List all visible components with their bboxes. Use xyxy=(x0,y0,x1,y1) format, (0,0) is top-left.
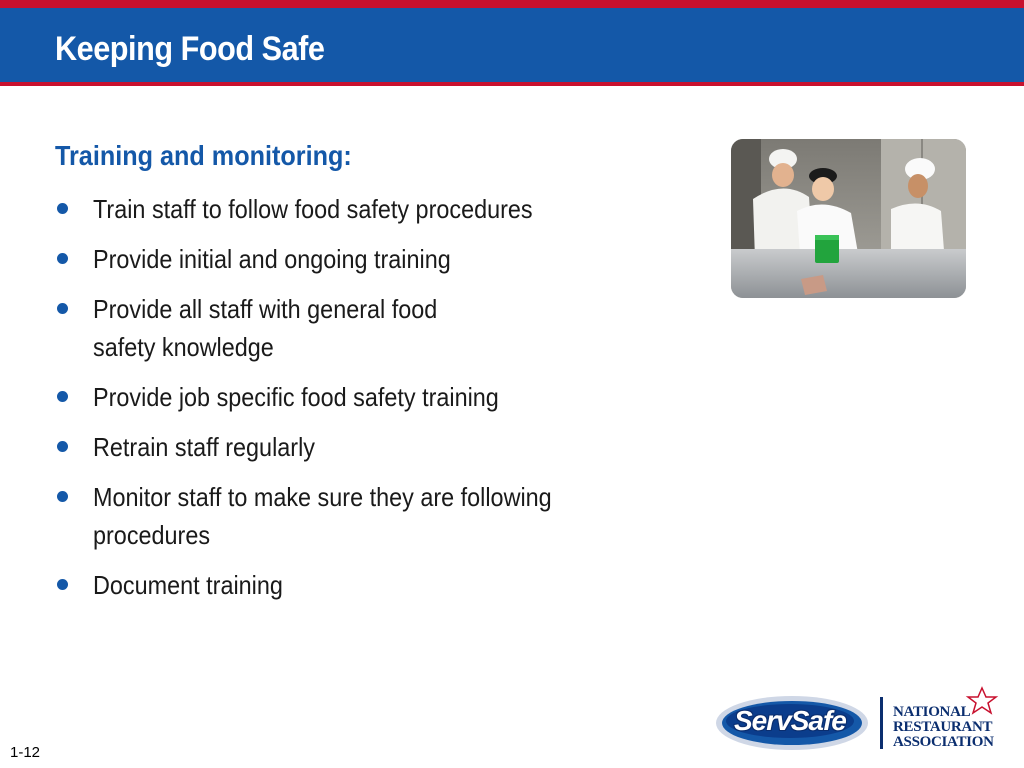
footer-logos xyxy=(712,685,1012,760)
bullet-text: Provide initial and ongoing training xyxy=(93,244,451,274)
bullet-dot-icon xyxy=(57,253,68,264)
bullet-text: Train staff to follow food safety procedures xyxy=(93,194,533,224)
bullet-text: Retrain staff regularly xyxy=(93,432,315,462)
servsafe-logo-text: ServSafe xyxy=(734,705,846,736)
nra-line-3: ASSOCIATION xyxy=(893,734,994,750)
bullet-item xyxy=(55,190,655,228)
nra-line-2: RESTAURANT xyxy=(893,719,993,735)
nra-line-1: NATIONAL xyxy=(893,704,971,720)
bullet-item xyxy=(55,428,655,466)
bullet-text: Monitor staff to make sure they are following xyxy=(93,482,552,512)
bullet-item xyxy=(55,378,655,416)
bullet-list xyxy=(55,190,655,616)
bullet-dot-icon xyxy=(57,441,68,452)
kitchen-staff-photo xyxy=(731,139,966,298)
bullet-dot-icon xyxy=(57,391,68,402)
bullet-dot-icon xyxy=(57,579,68,590)
bullet-text: Provide all staff with general food xyxy=(93,294,438,324)
photo-illustration xyxy=(731,139,966,298)
bullet-item xyxy=(55,566,655,604)
bullet-item xyxy=(55,478,655,554)
slide-number: 1-12 xyxy=(10,744,41,761)
nra-logo-text xyxy=(893,705,994,750)
bullet-text: Document training xyxy=(93,570,283,600)
bullet-text-continued: safety knowledge xyxy=(93,332,274,362)
bullet-item xyxy=(55,290,655,366)
bullet-text: Provide job specific food safety training xyxy=(93,382,499,412)
page-title: Keeping Food Safe xyxy=(55,30,325,68)
logo-divider xyxy=(880,697,883,749)
header-top-stripe xyxy=(0,0,1024,8)
section-subtitle: Training and monitoring: xyxy=(55,140,352,171)
header-bottom-stripe xyxy=(0,82,1024,86)
bullet-dot-icon xyxy=(57,203,68,214)
bullet-dot-icon xyxy=(57,303,68,314)
bullet-item xyxy=(55,240,655,278)
bullet-dot-icon xyxy=(57,491,68,502)
bullet-text-continued: procedures xyxy=(93,520,211,550)
